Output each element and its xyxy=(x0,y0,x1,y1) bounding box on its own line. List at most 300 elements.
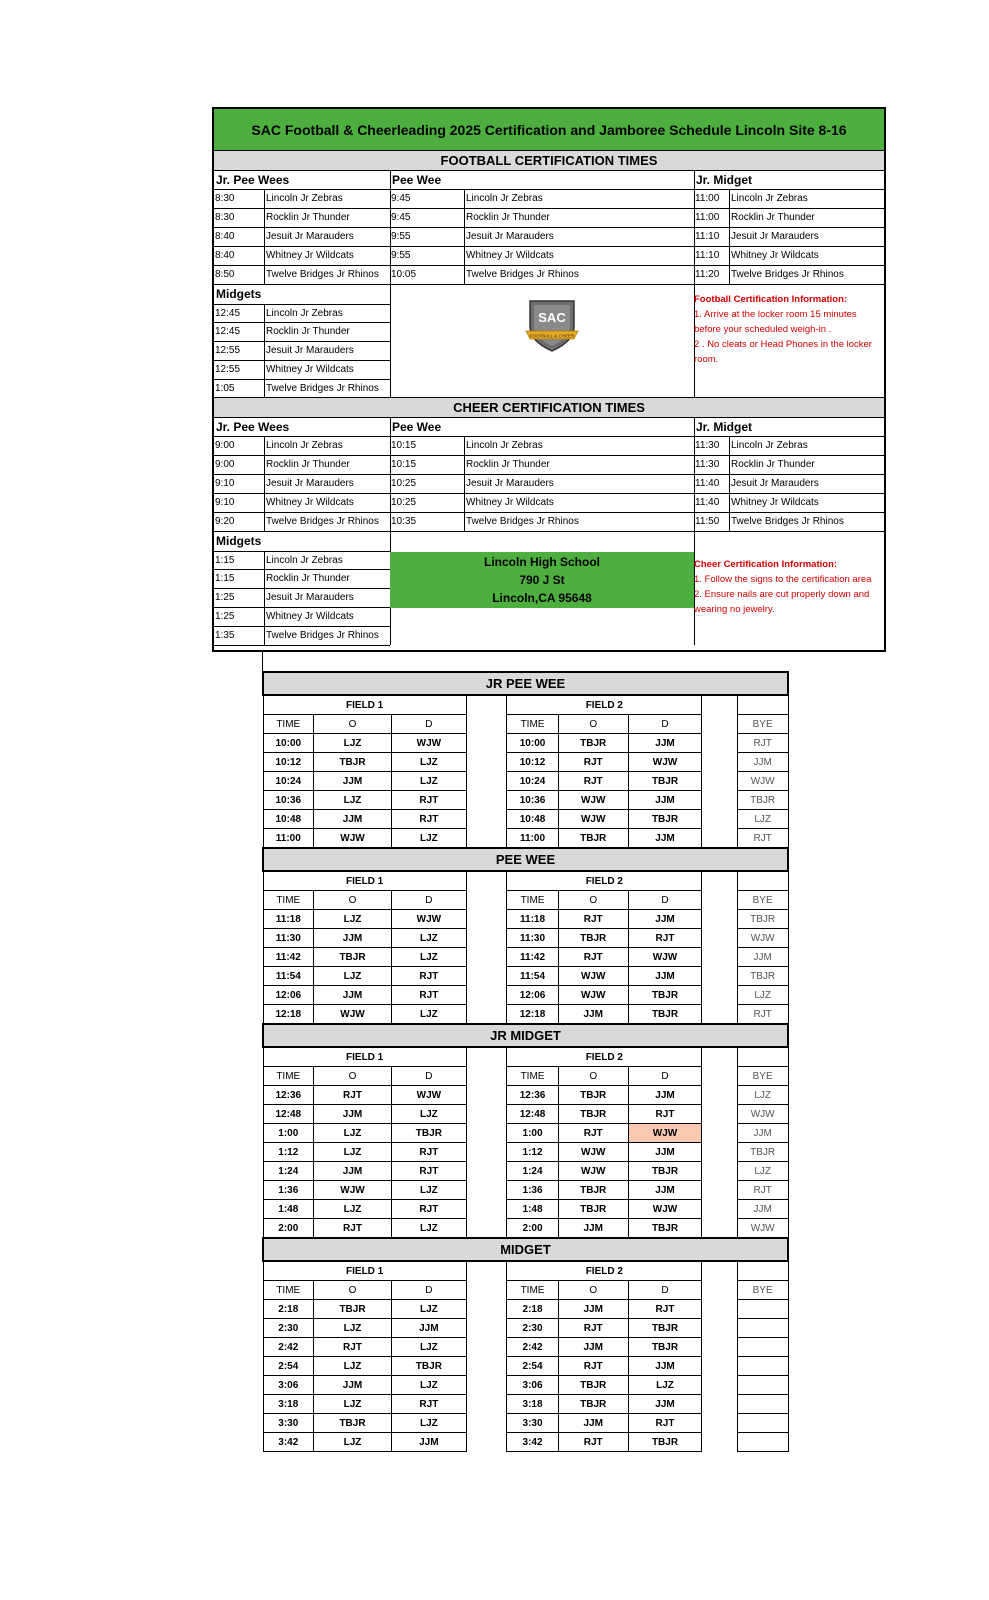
defense-header: D xyxy=(391,1281,466,1300)
game-time: 2:18 xyxy=(263,1300,314,1319)
cert-row xyxy=(214,247,390,266)
table-row xyxy=(263,772,788,791)
bye-team: TBJR xyxy=(737,791,788,810)
game-time: 3:42 xyxy=(507,1433,559,1452)
field2-defense: TBJR xyxy=(628,1433,702,1452)
spacer xyxy=(702,772,737,791)
game-time: 3:06 xyxy=(263,1376,314,1395)
cell-divider xyxy=(464,247,465,266)
spacer xyxy=(466,910,506,929)
column-header-row xyxy=(263,1067,788,1086)
bye-team: JJM xyxy=(737,1124,788,1143)
field1-offense: JJM xyxy=(314,1376,392,1395)
spacer xyxy=(702,1200,737,1219)
cell-divider xyxy=(264,304,265,323)
game-time: 2:00 xyxy=(263,1219,314,1239)
bye-team: LJZ xyxy=(737,810,788,829)
cert-team: Twelve Bridges Jr Rhinos xyxy=(266,516,379,527)
spacer xyxy=(702,1124,737,1143)
cell-divider xyxy=(264,247,265,266)
offense-header: O xyxy=(314,891,392,910)
field1-offense: LJZ xyxy=(314,1433,392,1452)
field2-defense: TBJR xyxy=(628,1162,702,1181)
cert-team: Rocklin Jr Thunder xyxy=(266,326,350,337)
cell-divider xyxy=(264,437,265,456)
field2-defense: LJZ xyxy=(628,1376,702,1395)
field2-offense: RJT xyxy=(558,948,628,967)
field2-offense: JJM xyxy=(558,1219,628,1239)
bye-team xyxy=(737,1414,788,1433)
col-header-pee-wee: Pee Wee xyxy=(392,173,442,187)
field2-defense: RJT xyxy=(628,1105,702,1124)
field2-offense: RJT xyxy=(558,1124,628,1143)
field1-offense: LJZ xyxy=(314,967,392,986)
bye-team: WJW xyxy=(737,772,788,791)
cert-time: 10:35 xyxy=(391,516,417,527)
cert-team: Lincoln Jr Zebras xyxy=(731,193,808,204)
table-row xyxy=(263,734,788,753)
game-time: 10:36 xyxy=(507,791,559,810)
cell-divider xyxy=(729,209,730,228)
cell-divider xyxy=(264,228,265,247)
field1-defense: LJZ xyxy=(391,929,466,948)
field2-defense: RJT xyxy=(628,929,702,948)
bye-team: WJW xyxy=(737,1105,788,1124)
field2-offense: TBJR xyxy=(558,1200,628,1219)
cell-divider xyxy=(264,361,265,380)
cert-row xyxy=(214,551,390,570)
field1-offense: TBJR xyxy=(314,753,392,772)
time-header: TIME xyxy=(507,891,559,910)
cert-time: 10:25 xyxy=(391,497,417,508)
bye-spacer xyxy=(737,695,788,715)
spacer xyxy=(702,1162,737,1181)
cert-time: 11:00 xyxy=(695,193,720,204)
field1-defense: WJW xyxy=(391,910,466,929)
cert-time: 12:45 xyxy=(215,308,241,319)
cell-divider xyxy=(264,475,265,494)
field1-defense: RJT xyxy=(391,810,466,829)
table-row xyxy=(263,967,788,986)
game-time: 11:54 xyxy=(507,967,559,986)
field2-defense: WJW xyxy=(628,1200,702,1219)
cheer-info-title: Cheer Certification Information: xyxy=(694,559,838,570)
spacer xyxy=(702,1067,737,1086)
cert-row xyxy=(214,494,390,513)
bye-team xyxy=(737,1300,788,1319)
game-time: 3:18 xyxy=(507,1395,559,1414)
cert-time: 10:05 xyxy=(391,269,417,280)
game-time: 11:18 xyxy=(507,910,559,929)
cell-divider xyxy=(464,228,465,247)
cert-time: 12:55 xyxy=(215,364,241,375)
field2-defense: TBJR xyxy=(628,1338,702,1357)
field2-defense: JJM xyxy=(628,1357,702,1376)
field1-defense: LJZ xyxy=(391,772,466,791)
cert-time: 9:55 xyxy=(391,250,411,261)
cell-divider xyxy=(264,589,265,608)
bye-team xyxy=(737,1319,788,1338)
table-row xyxy=(263,1414,788,1433)
spacer xyxy=(466,929,506,948)
game-time: 1:00 xyxy=(263,1124,314,1143)
division-title: JR MIDGET xyxy=(263,1024,788,1047)
address-line1: Lincoln High School xyxy=(484,555,600,569)
field2-defense: JJM xyxy=(628,734,702,753)
spacer xyxy=(702,695,737,715)
game-time: 3:18 xyxy=(263,1395,314,1414)
cheer-info-1: 1. Follow the signs to the certification area xyxy=(694,574,872,585)
field2-defense: JJM xyxy=(628,1086,702,1105)
field2-offense: TBJR xyxy=(558,1395,628,1414)
cell-divider xyxy=(264,209,265,228)
spacer xyxy=(466,1395,506,1414)
game-time: 3:06 xyxy=(507,1376,559,1395)
bye-team: RJT xyxy=(737,1005,788,1025)
cert-time: 11:40 xyxy=(695,478,720,489)
field1-defense: JJM xyxy=(391,1433,466,1452)
game-time: 1:24 xyxy=(263,1162,314,1181)
spacer xyxy=(702,1219,737,1239)
cert-team: Rocklin Jr Thunder xyxy=(466,212,550,223)
field2-offense: TBJR xyxy=(558,1181,628,1200)
field2-defense: JJM xyxy=(628,791,702,810)
address-box xyxy=(390,552,694,608)
spacer xyxy=(466,1376,506,1395)
field1-label: FIELD 1 xyxy=(263,871,466,891)
bye-team: WJW xyxy=(737,929,788,948)
table-row xyxy=(263,1005,788,1025)
field2-defense: JJM xyxy=(628,1143,702,1162)
spacer xyxy=(702,1376,737,1395)
division-row xyxy=(263,1024,788,1047)
spacer xyxy=(702,948,737,967)
cert-row xyxy=(390,266,694,285)
defense-header: D xyxy=(628,715,702,734)
logo-text: SAC xyxy=(538,310,566,325)
cert-row xyxy=(694,475,884,494)
game-time: 11:18 xyxy=(263,910,314,929)
cert-row xyxy=(214,456,390,475)
cert-row xyxy=(390,228,694,247)
division-title: MIDGET xyxy=(263,1238,788,1261)
cert-row xyxy=(694,247,884,266)
field1-offense: WJW xyxy=(314,829,392,849)
offense-header: O xyxy=(558,1067,628,1086)
field2-offense: WJW xyxy=(558,791,628,810)
spacer xyxy=(702,1105,737,1124)
cert-team: Jesuit Jr Marauders xyxy=(466,231,554,242)
address-line3: Lincoln,CA 95648 xyxy=(492,591,592,605)
bye-team xyxy=(737,1376,788,1395)
spacer xyxy=(702,929,737,948)
field2-defense: JJM xyxy=(628,1395,702,1414)
bye-team: JJM xyxy=(737,1200,788,1219)
field2-defense: JJM xyxy=(628,967,702,986)
game-time: 10:12 xyxy=(507,753,559,772)
cert-row xyxy=(694,494,884,513)
field1-offense: JJM xyxy=(314,1105,392,1124)
field1-defense: JJM xyxy=(391,1319,466,1338)
table-row xyxy=(263,1105,788,1124)
field1-defense: RJT xyxy=(391,1143,466,1162)
spacer xyxy=(702,1143,737,1162)
cert-row xyxy=(694,190,884,209)
bye-team: WJW xyxy=(737,1219,788,1239)
cell-divider xyxy=(264,456,265,475)
game-time: 2:00 xyxy=(507,1219,559,1239)
table-row xyxy=(263,829,788,849)
page-title: SAC Football & Cheerleading 2025 Certification and Jamboree Schedule Lincoln Site 8-16 xyxy=(214,109,884,151)
table-row xyxy=(263,1124,788,1143)
cert-row xyxy=(214,627,390,646)
field2-defense: RJT xyxy=(628,1300,702,1319)
header-rule xyxy=(214,189,884,190)
column-header-row xyxy=(263,715,788,734)
field1-offense: LJZ xyxy=(314,910,392,929)
field2-offense: TBJR xyxy=(558,829,628,849)
field1-defense: LJZ xyxy=(391,829,466,849)
cert-time: 9:45 xyxy=(391,212,411,223)
game-time: 2:54 xyxy=(263,1357,314,1376)
cert-team: Jesuit Jr Marauders xyxy=(466,478,554,489)
cert-row xyxy=(214,323,390,342)
spacer xyxy=(466,1300,506,1319)
cert-team: Twelve Bridges Jr Rhinos xyxy=(731,516,844,527)
cell-divider xyxy=(729,190,730,209)
header-rule xyxy=(214,436,884,437)
cert-row xyxy=(214,342,390,361)
col-header-jr-midget: Jr. Midget xyxy=(696,420,753,434)
bye-team: LJZ xyxy=(737,986,788,1005)
cheer-info xyxy=(694,557,880,617)
cell-divider xyxy=(729,494,730,513)
cert-row xyxy=(214,228,390,247)
connector-line xyxy=(262,652,263,671)
time-header: TIME xyxy=(507,1281,559,1300)
game-time: 11:54 xyxy=(263,967,314,986)
cert-time: 1:25 xyxy=(215,592,235,603)
field1-offense: LJZ xyxy=(314,1319,392,1338)
bye-team: RJT xyxy=(737,734,788,753)
col-header-pee-wee: Pee Wee xyxy=(392,420,442,434)
spacer xyxy=(702,791,737,810)
cert-row xyxy=(694,456,884,475)
table-row xyxy=(263,929,788,948)
spacer xyxy=(702,1433,737,1452)
cert-time: 10:15 xyxy=(391,440,417,451)
cert-row xyxy=(390,437,694,456)
field-header-row xyxy=(263,1261,788,1281)
bye-team: JJM xyxy=(737,948,788,967)
table-row xyxy=(263,1143,788,1162)
cert-row xyxy=(214,589,390,608)
cert-team: Jesuit Jr Marauders xyxy=(266,592,354,603)
field1-defense: RJT xyxy=(391,1395,466,1414)
cell-divider xyxy=(464,266,465,285)
spacer xyxy=(466,891,506,910)
col-header-midgets: Midgets xyxy=(216,534,262,548)
spacer xyxy=(466,1200,506,1219)
cert-team: Jesuit Jr Marauders xyxy=(266,345,354,356)
game-time: 10:24 xyxy=(263,772,314,791)
field1-label: FIELD 1 xyxy=(263,1047,466,1067)
cert-time: 1:15 xyxy=(215,573,235,584)
cert-team: Twelve Bridges Jr Rhinos xyxy=(466,516,579,527)
game-time: 10:24 xyxy=(507,772,559,791)
cert-team: Jesuit Jr Marauders xyxy=(731,231,819,242)
cell-divider xyxy=(729,228,730,247)
game-time: 10:00 xyxy=(263,734,314,753)
division-title: PEE WEE xyxy=(263,848,788,871)
game-time: 10:36 xyxy=(263,791,314,810)
field2-defense: TBJR xyxy=(628,1319,702,1338)
offense-header: O xyxy=(314,1281,392,1300)
game-time: 12:48 xyxy=(507,1105,559,1124)
cert-team: Lincoln Jr Zebras xyxy=(266,440,343,451)
field1-defense: WJW xyxy=(391,734,466,753)
cell-divider xyxy=(464,209,465,228)
field1-offense: TBJR xyxy=(314,1300,392,1319)
spacer xyxy=(466,1281,506,1300)
cell-divider xyxy=(264,551,265,570)
cert-row xyxy=(694,513,884,532)
col-header-jr-pee-wees: Jr. Pee Wees xyxy=(216,420,290,434)
cert-team: Jesuit Jr Marauders xyxy=(266,231,354,242)
field2-offense: TBJR xyxy=(558,1086,628,1105)
field2-offense: RJT xyxy=(558,1357,628,1376)
spacer xyxy=(702,810,737,829)
cert-team: Lincoln Jr Zebras xyxy=(466,193,543,204)
spacer xyxy=(466,1338,506,1357)
field2-offense: RJT xyxy=(558,1319,628,1338)
cert-time: 9:00 xyxy=(215,459,235,470)
certification-panel xyxy=(212,107,886,652)
division-row xyxy=(263,672,788,695)
bye-team xyxy=(737,1395,788,1414)
cert-time: 9:00 xyxy=(215,440,235,451)
spacer xyxy=(702,1086,737,1105)
time-header: TIME xyxy=(263,1067,314,1086)
spacer xyxy=(466,871,506,891)
table-row xyxy=(263,1395,788,1414)
spacer xyxy=(702,1357,737,1376)
field2-label: FIELD 2 xyxy=(507,1261,702,1281)
cert-team: Rocklin Jr Thunder xyxy=(266,573,350,584)
field1-defense: LJZ xyxy=(391,1105,466,1124)
football-info xyxy=(694,292,880,367)
cert-row xyxy=(694,209,884,228)
game-time: 3:30 xyxy=(263,1414,314,1433)
spacer xyxy=(466,734,506,753)
cert-time: 8:40 xyxy=(215,250,235,261)
spacer xyxy=(466,1067,506,1086)
cert-team: Whitney Jr Wildcats xyxy=(266,497,354,508)
cert-time: 10:25 xyxy=(391,478,417,489)
football-section-title: FOOTBALL CERTIFICATION TIMES xyxy=(214,150,884,171)
cert-team: Twelve Bridges Jr Rhinos xyxy=(266,269,379,280)
cert-team: Lincoln Jr Zebras xyxy=(266,555,343,566)
cert-team: Jesuit Jr Marauders xyxy=(731,478,819,489)
bye-header: BYE xyxy=(737,1281,788,1300)
cert-time: 9:55 xyxy=(391,231,411,242)
cert-time: 1:15 xyxy=(215,555,235,566)
spacer xyxy=(466,1162,506,1181)
cert-row xyxy=(390,247,694,266)
field1-offense: RJT xyxy=(314,1219,392,1239)
spacer xyxy=(466,1181,506,1200)
field2-offense: JJM xyxy=(558,1414,628,1433)
football-info-1: 1. Arrive at the locker room 15 minutes before your scheduled weigh-in . xyxy=(694,309,857,335)
cert-team: Lincoln Jr Zebras xyxy=(266,193,343,204)
game-time: 1:00 xyxy=(507,1124,559,1143)
table-row xyxy=(263,753,788,772)
cert-team: Whitney Jr Wildcats xyxy=(466,497,554,508)
bye-team: TBJR xyxy=(737,967,788,986)
cell-divider xyxy=(264,190,265,209)
spacer xyxy=(702,715,737,734)
bye-spacer xyxy=(737,1047,788,1067)
cert-time: 11:50 xyxy=(695,516,720,527)
cert-team: Whitney Jr Wildcats xyxy=(266,611,354,622)
field1-offense: LJZ xyxy=(314,1124,392,1143)
field1-defense: RJT xyxy=(391,791,466,810)
spacer xyxy=(466,1047,506,1067)
field2-offense: TBJR xyxy=(558,1376,628,1395)
spacer xyxy=(702,753,737,772)
field1-defense: TBJR xyxy=(391,1124,466,1143)
game-time: 2:42 xyxy=(263,1338,314,1357)
field2-defense: WJW xyxy=(628,948,702,967)
time-header: TIME xyxy=(507,1067,559,1086)
field1-offense: JJM xyxy=(314,1162,392,1181)
game-time: 11:00 xyxy=(263,829,314,849)
field1-offense: LJZ xyxy=(314,1200,392,1219)
field-header-row xyxy=(263,1047,788,1067)
spacer xyxy=(702,1414,737,1433)
defense-header: D xyxy=(391,891,466,910)
time-header: TIME xyxy=(507,715,559,734)
bye-team xyxy=(737,1433,788,1452)
cert-row xyxy=(214,266,390,285)
cert-team: Lincoln Jr Zebras xyxy=(266,308,343,319)
game-time: 12:36 xyxy=(507,1086,559,1105)
cert-row xyxy=(694,266,884,285)
spacer xyxy=(702,1181,737,1200)
cert-team: Twelve Bridges Jr Rhinos xyxy=(466,269,579,280)
spacer xyxy=(702,1395,737,1414)
bye-team: JJM xyxy=(737,753,788,772)
table-row xyxy=(263,810,788,829)
cert-time: 12:55 xyxy=(215,345,241,356)
cert-time: 9:20 xyxy=(215,516,235,527)
sac-logo-icon xyxy=(522,297,582,355)
defense-header: D xyxy=(391,1067,466,1086)
time-header: TIME xyxy=(263,891,314,910)
defense-header: D xyxy=(628,891,702,910)
field1-defense: LJZ xyxy=(391,1219,466,1239)
address-line2: 790 J St xyxy=(519,573,565,587)
table-row xyxy=(263,1300,788,1319)
spacer xyxy=(702,1338,737,1357)
table-row xyxy=(263,1200,788,1219)
field2-defense: TBJR xyxy=(628,810,702,829)
cert-time: 8:30 xyxy=(215,212,235,223)
field1-offense: LJZ xyxy=(314,1143,392,1162)
spacer xyxy=(702,967,737,986)
table-row xyxy=(263,1181,788,1200)
cell-divider xyxy=(729,437,730,456)
